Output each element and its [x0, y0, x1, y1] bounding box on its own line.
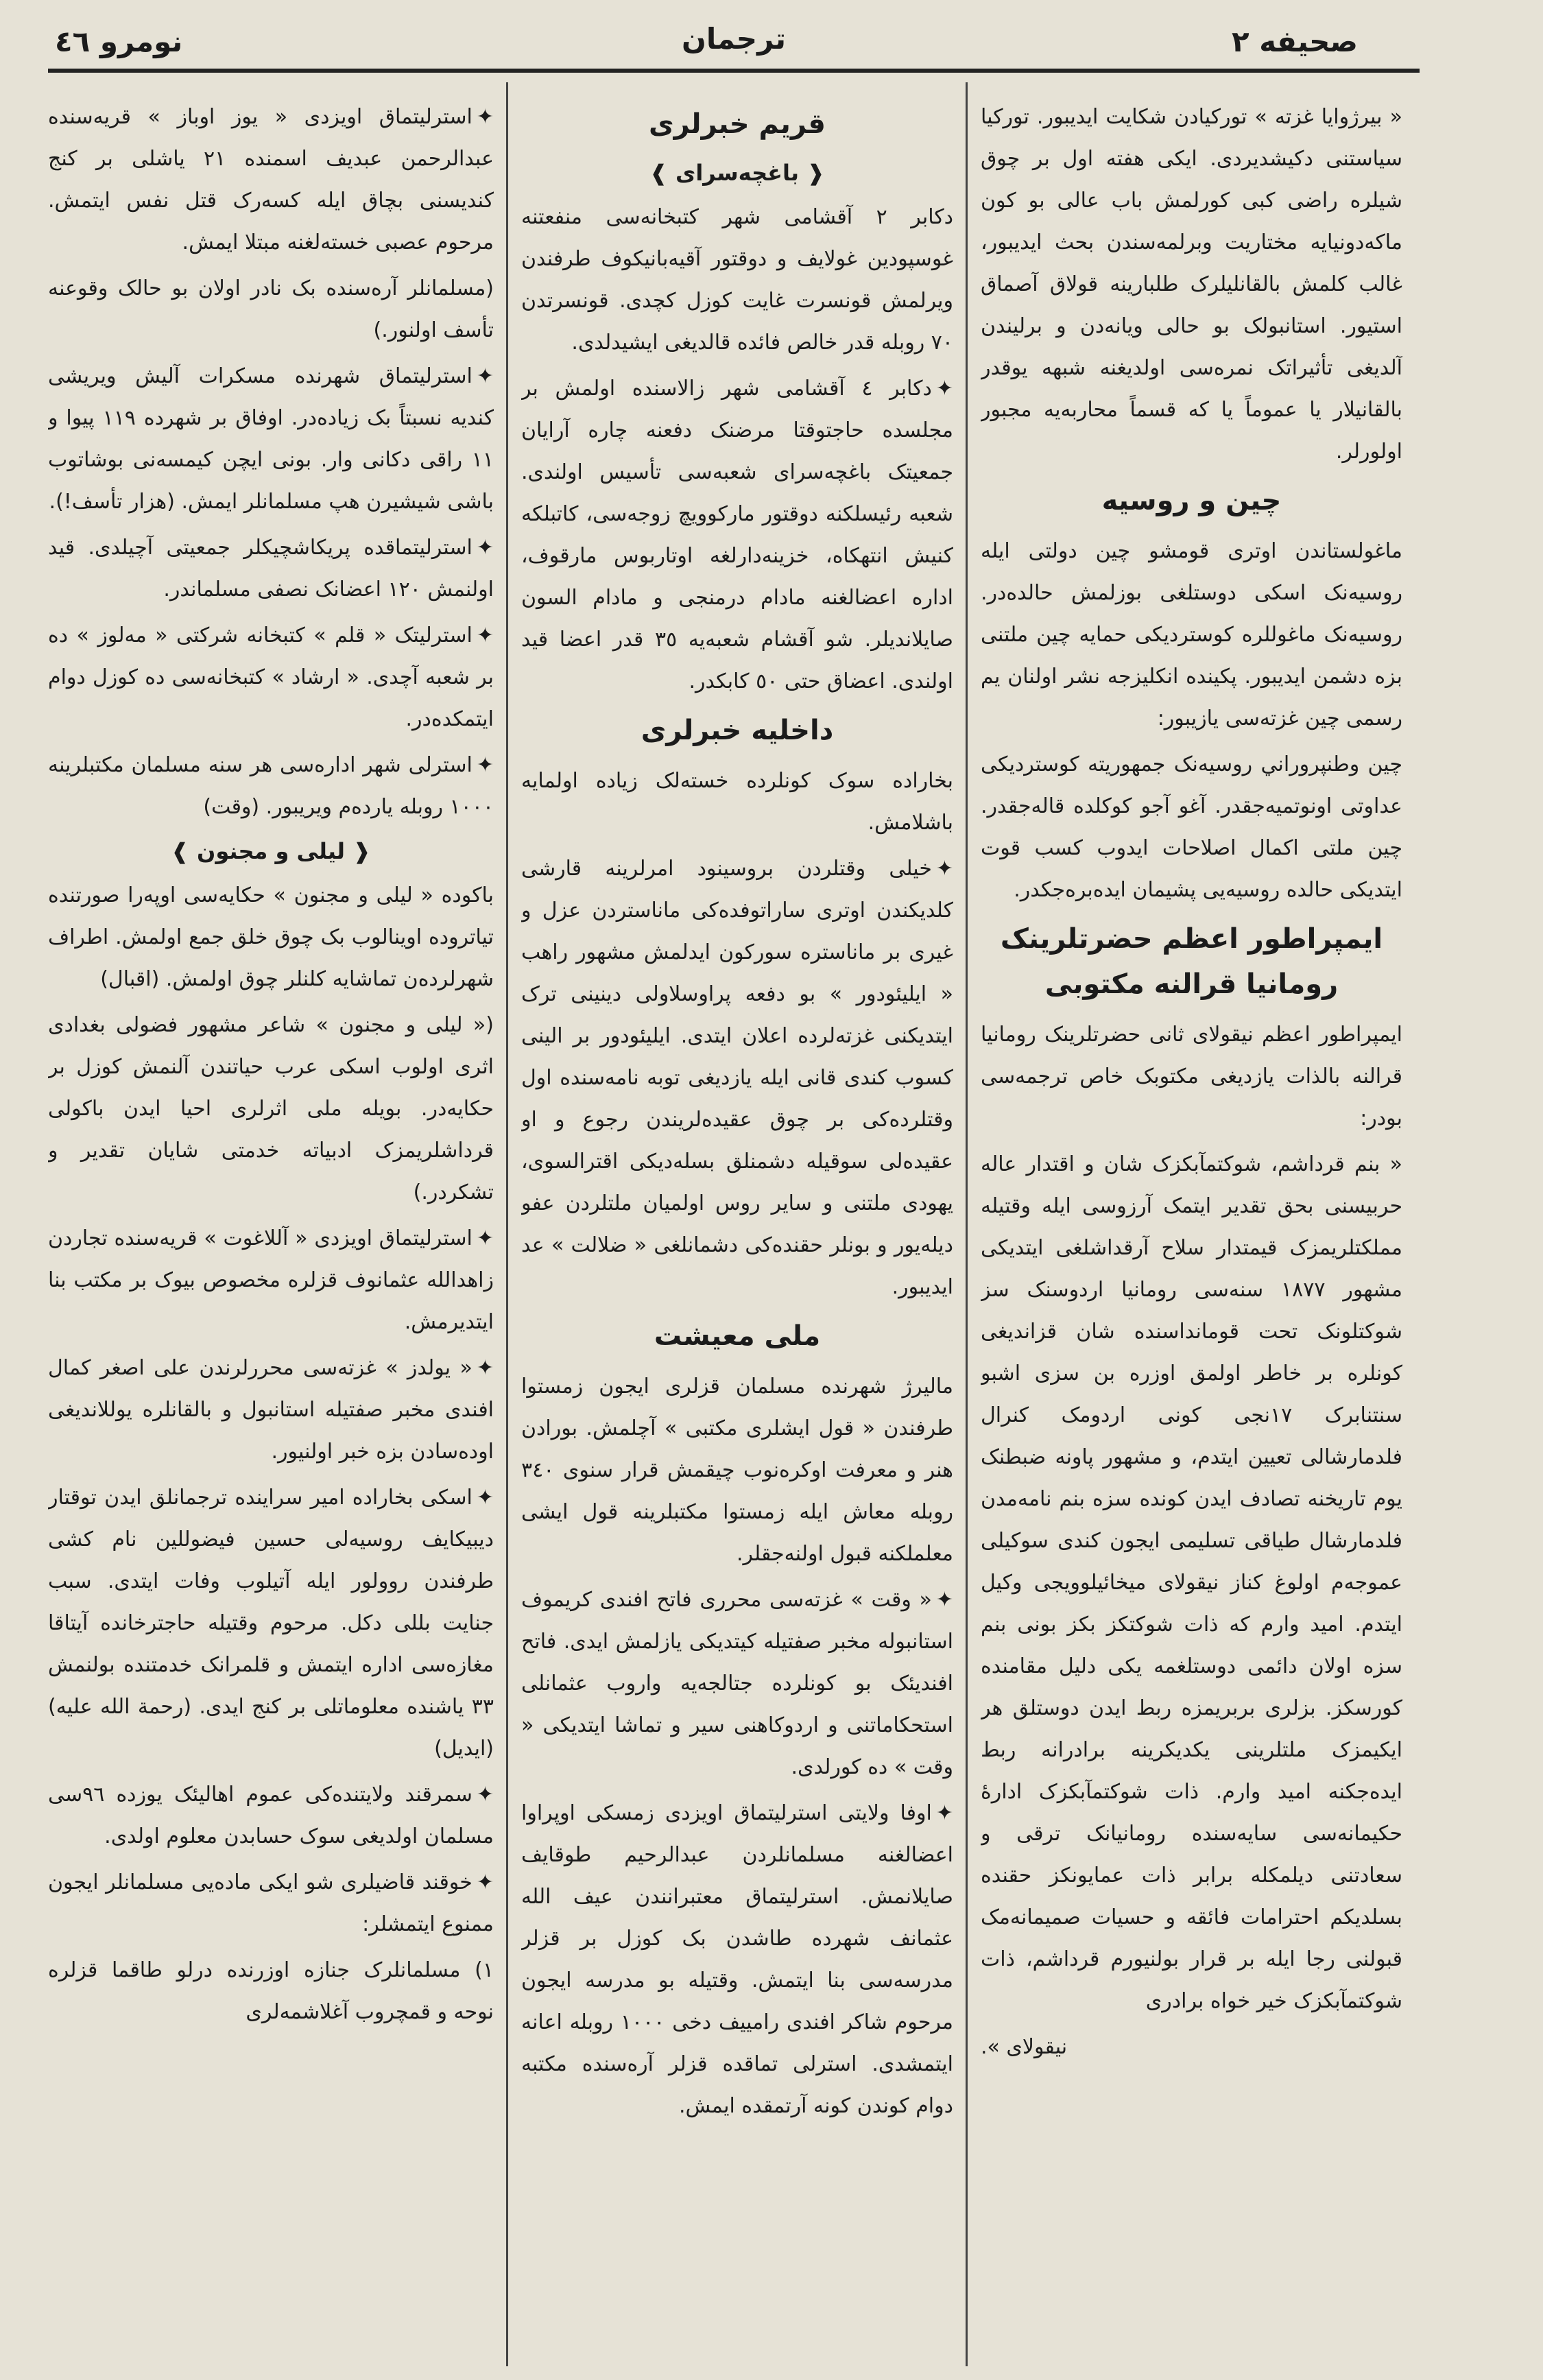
- domestic-news-headline: داخليه خبرلری: [641, 715, 834, 746]
- left-paragraph-12: ١) مسلمانلرک جنازه اوزرنده درلو طاقما قزلره نوحه و قمچروب آغلاشمه‌لری: [48, 1958, 494, 2024]
- domestic-paragraph-1: بخاراده سوک کونلرده خسته‌لک زياده اولمايه باشلامش.: [521, 769, 953, 835]
- star-icon: ✦: [476, 1783, 494, 1807]
- page-number: صحيفه ٢: [1232, 25, 1358, 58]
- emperor-letter-headline: ايمپراطور اعظم حضرتلرينک رومانيا قرالنه مکتوبی: [1000, 923, 1383, 1000]
- bakhchesaray-subhead: ❰ باغچه‌سرای ❱: [649, 160, 825, 186]
- newspaper-title: ترجمان: [682, 22, 786, 56]
- column-divider-right: [966, 82, 968, 2366]
- star-icon: ✦: [476, 1226, 494, 1250]
- star-icon: ✦: [476, 753, 494, 777]
- bakhchesaray-paragraph-2: [521, 368, 953, 702]
- layla-paragraph-2: (« ليلی و مجنون » شاعر مشهور فضولی بغدادی اثری اولوب اسکی عرب حياتندن آلنمش کوزل بر حکايه‌در. بويله ملی اثرلری احيا ايدن باکولی قرداشلريمزک ادبياته خدمتی شايان تقدير و تشکردر.): [48, 1013, 494, 1204]
- domestic-paragraph-2: [521, 848, 953, 1308]
- left-paragraph-10-text: سمرقند ولايتنده‌کی عموم اهاليئک يوزده ٩٦سی مسلمان اولديغی سوک حسابدن معلوم اولدی.: [48, 1783, 494, 1848]
- issue-number: نومرو ٤٦: [55, 25, 183, 58]
- column-divider-left: [506, 82, 508, 2366]
- turkey-intro-paragraph: « بيرژوايا غزته » تورکيادن شکايت ايديبور. تورکيا سياستنی دکيشديردی. ايکی هفته اول بر چوق شيلره راضی کبی کورلمش باب عالی بو کون ماکه‌دونيايه مختاريت وبرلمه‌سندن بحث ايديبور، غالب کلمش بالقانليلرک طلبارينه قولاق آصماق استيور. استانبولک بو حالی ويانه‌دن و برليندن آلديغی تأثيراتک نمره‌سی اولديغنه شبهه يوقدر بالقانيلار يا عموماً يا که قسماً محاربه‌يه مجبور اولورلر.: [981, 105, 1402, 464]
- star-icon: ✦: [476, 364, 494, 388]
- china-russia-paragraph-1: ماغولستاندن اوتری قومشو چين دولتی ايله روسيه‌نک اسکی دوستلغی بوزلمش حالده‌در. روسيه‌نک ماغوللره کوستردیکی حمايه چين ملتنی بزه دشمن ايديبور. پکينده انکليزجه نشر اولنان يم رسمی چين غزته‌سی يازيبور:: [981, 539, 1402, 730]
- column-left: [48, 96, 494, 2359]
- emperor-letter-paragraph-1: ايمپراطور اعظم نيقولای ثانی حضرتلرينک رومانيا قرالنه بالذات يازديغی مکتوبک خاص ترجمه‌سی بودر:: [981, 1023, 1402, 1130]
- china-russia-headline: چين و روسيه: [1101, 485, 1282, 516]
- left-paragraph-11: [48, 1861, 494, 1945]
- layla-majnun-title: ليلی و مجنون: [197, 838, 345, 864]
- crimea-news-headline: قريم خبرلری: [649, 108, 826, 140]
- column-middle: [521, 96, 953, 2359]
- left-paragraph-3: [48, 355, 494, 523]
- star-icon: ✦: [476, 536, 494, 560]
- left-paragraph-5-text: استرليتک « قلم » کتبخانه شرکتی « مه‌لوز » ده بر شعبه آچدی. « ارشاد » کتبخانه‌سی ده کوزل دوام ايتمکده‌در.: [48, 623, 494, 731]
- header-rule: [48, 69, 1420, 73]
- left-paragraph-1-text: استرليتماق اويزدی « يوز اوباز » قريه‌سنده عبدالرحمن عبديف اسمنده ٢١ ياشلی بر کنج کنديسنی بچاق ايله کسه‌رک قتل نفس ايتمش. مرحوم عصبی خسته‌لغنه مبتلا ايمش.: [48, 105, 494, 254]
- star-icon: ✦: [935, 1801, 953, 1825]
- star-icon: ✦: [476, 105, 494, 129]
- left-paragraph-6-text: استرلی شهر اداره‌سی هر سنه مسلمان مکتبلرينه ١٠٠٠ روبله يارده‌م ويريبور. (وقت): [48, 753, 494, 819]
- left-paragraph-10: [48, 1774, 494, 1857]
- star-icon: ✦: [935, 857, 953, 881]
- page-header: [48, 19, 1420, 67]
- left-paragraph-5: [48, 615, 494, 740]
- left-paragraph-2: (مسلمانلر آره‌سنده بک نادر اولان بو حالک وقوعنه تأسف اولنور.): [48, 276, 494, 342]
- left-paragraph-6: [48, 744, 494, 828]
- star-icon: ✦: [935, 1588, 953, 1612]
- economy-paragraph-2-text: « وقت » غزته‌سی محرری فاتح افندی کريموف استانبوله مخبر صفتيله کيتدیکی يازلمش ايدی. فاتح افنديئک بو کونلرده جتالجه‌يه واروب عثمانلی استحکاماتنی و اردوکاهنی سير و تماشا ايتدیکی « وقت » ده کورلدی.: [521, 1588, 953, 1779]
- left-paragraph-7-text: استرليتماق اويزدی « آللاغوت » قريه‌سنده تجاردن زاهدالله عثمانوف قزلره مخصوص بيوک بر مکتب بنا ايتديرمش.: [48, 1226, 494, 1334]
- economy-paragraph-3-text: اوفا ولايتی استرليتماق اويزدی زمسکی اوپراوا اعضالغنه مسلمانلردن عبدالرحيم طوقايف صايلانمش. استرليتماق معتبرانندن عيف الله عثمانف شهرده طاشدن بک کوزل بر قزلر مدرسه‌سی بنا ايتمش. وقتيله بو مدرسه ايجون مرحوم شاکر افندی رامييف دخی ١٠٠٠ روبله اعانه ايتمشدی. استرلی تماقده قزلر آره‌سنده مکتبه دوام کوندن کونه آرتمقده ايمش.: [521, 1801, 953, 2118]
- emperor-letter-signature: نيقولای ».: [981, 2035, 1068, 2059]
- left-paragraph-9-text: اسکی بخاراده امير سراينده ترجمانلق ايدن توقتار ديبيکايف روسيه‌لی حسين فيضوللين نام کشی طرفندن روولور ايله آتيلوب وفات ايتدی. سبب جنايت بللی دکل. مرحوم وقتيله حاجترخانده آيتاقا مغازه‌سی اداره ايتمش و قلمرانک خدمتنده بولنمش ٣٣ ياشنده معلوماتلی بر کنج ايدی. (رحمة الله عليه) (ايديل): [48, 1486, 494, 1761]
- left-paragraph-4: [48, 527, 494, 610]
- left-paragraph-7: [48, 1217, 494, 1343]
- star-icon: ✦: [476, 1870, 494, 1894]
- bakhchesaray-paragraph-1: دکابر ٢ آقشامی شهر کتبخانه‌سی منفعتنه غوسپودين غولايف و دوقتور آقيه‌بانيکوف طرفندن ويرلمش قونسرت غايت کوزل کچدی. قونسرتدن ٧٠ روبله قدر خالص فائده قالديغی ايشيدلدی.: [521, 205, 953, 355]
- star-icon: ✦: [935, 377, 953, 401]
- bakhchesaray-paragraph-2-text: دکابر ٤ آقشامی شهر زالاسنده اولمش بر مجلسده حاجتوقتا مرضنک دفعنه چاره آرايان جمعيتک باغچه‌سرای شعبه‌سی تأسيس اولندی. شعبه رئيسلکنه دوقتور مارکوويچ زوجه‌سی، کاتبلکه کنيش انتهکاه، خزينه‌دارلغه اوتاربوس مارقوف، اداره اعضالغنه مادام درمنجی و مادام السون صايلاندیلر. شو آقشام شعبه‌يه ٣٥ قدر اعضا قيد اولندی. اعضاق حتی ٥٠ کابکدر.: [521, 377, 953, 693]
- emperor-letter-paragraph-2: « بنم قرداشم، شوکتمآبکزک شان و اقتدار عاله حربيسنی بحق تقدير ايتمک آرزوسی ايله وقتيله مملکتلريمزک قيمتدار سلاح آرقداشلغی ايتدیکی مشهور ١٨٧٧ سنه‌سی رومانيا اردوسنک سز شوکتلونک تحت قوماندا‌سنده شان قزانديغی کونلره بر خاطر اولمق اوزره بن سزی اشبو سنتنابرک ١٧نجی کونی اردومک کنرال فلدمارشالی تعيين ايتدم، و مشهور پاونه ضبطنک يوم تاريخنه تصادف ايدن کونده سزه بنم نامه‌مدن فلدمارشال طياقی تسليمی ايجون کندی سوکيلی عموجه‌م اولوغ کناز نيقولای ميخائيلوويجی وکيل ايتدم. اميد وارم که ذات شوکتکز بکز بونی بنم سزه اولان دائمی دوستلغمه يکی دليل مقامنده کورسکز. بزلری بربريمزه ربط ايدن دوستلق هر ايکيمزک ملتلرينی يکديکرينه برادرانه ربط ايده‌جکنه اميد وارم. ذات شوکتمآبکزک ادارهٔ حکيمانه‌سی سايه‌سنده رومانيانک ترقی و سعادتنی ديلمکله برابر ذات عمايونکز حقنده بسلديکم احترامات فائقه و حسيات صميمانه‌مک قبولنی رجا ايله بر قرار بولنيورم قرداشم، ذات شوکتمآبکزک خير خواه برادری: [981, 1152, 1402, 2013]
- left-paragraph-1: [48, 96, 494, 263]
- economy-paragraph-1: ماليرژ شهرنده مسلمان قزلری ايجون زمستوا طرفندن « قول ايشلری مکتبی » آچلمش. بورادن هنر و معرفت اوکره‌نوب چيقمش قرار سنوی ٣٤٠ روبله معاش ايله زمستوا مکتبلرينه قول ايشی معلملکنه قبول اولنه‌جقلر.: [521, 1375, 953, 1566]
- left-paragraph-8-text: « يولدز » غزته‌سی محررلرندن علی اصغر کمال افندی مخبر صفتيله استانبول و بالقانلره يوللانديغی اوده‌سادن بزه خبر اولنيور.: [48, 1356, 494, 1464]
- star-icon: ✦: [476, 1486, 494, 1510]
- left-paragraph-4-text: استرليتماقده پريکاشچيکلر جمعيتی آچيلدی. قيد اولنمش ١٢٠ اعضانک نصفی مسلماندر.: [48, 536, 494, 602]
- economy-paragraph-3: [521, 1792, 953, 2127]
- layla-paragraph-1: باکوده « ليلی و مجنون » حکايه‌سی اوپه‌را صورتنده تياتروده اوينالوب بک چوق خلق جمع اولمش. اطراف شهرلرده‌ن تماشايه کلنلر چوق اولمش. (اقبال): [48, 883, 494, 991]
- left-paragraph-11-text: خوقند قاضيلری شو ايکی ماده‌يی مسلمانلر ايجون ممنوع ايتمشلر:: [48, 1870, 494, 1936]
- left-paragraph-3-text: استرليتماق شهرنده مسکرات آليش ويريشی کنديه نسبتاً بک زياده‌در. اوفاق بر شهرده ١١٩ پيوا و ١١ راقی دکانی وار. بونی ايچن کيمسه‌نی بوشاتوب باشی شيشيرن هپ مسلمانلر ايمش. (هزار تأسف!).: [48, 364, 494, 514]
- layla-majnun-subhead: ❰ ليلی و مجنون ❱: [171, 838, 371, 864]
- bakhchesaray-label: باغچه‌سرای: [675, 160, 800, 186]
- left-paragraph-9: [48, 1477, 494, 1770]
- national-economy-headline: ملی معيشت: [654, 1320, 821, 1352]
- star-icon: ✦: [476, 623, 494, 647]
- china-russia-paragraph-2: چين وطنپروراني روسيه‌نک جمهوريته کوستردیکی عداوتی اونوتميه‌جقدر. آغو آجو کوکلده قاله‌جقدر. چين ملتی اکمال اصلاحات ايدوب کسب قوت ايتدیکی حالده روسيه‌يی پشيمان ايده‌بره‌جکدر.: [981, 752, 1402, 902]
- column-right: [981, 96, 1402, 2359]
- domestic-paragraph-2-text: خيلی وقتلردن بروسينود امرلرينه قارشی کلديکندن اوتری ساراتوفده‌کی ماناستردن عزل و غيری بر ماناستره سورکون ايدلمش مشهور راهب « ايليئودور » بو دفعه پراوسلاولی دينينی ترک ايتدیکنی غزته‌لرده اعلان ايتدی. ايليئودور بر الينی کسوب کندی قانی ايله يازديغی توبه نامه‌سنده اول وقتلرده‌کی بر چوق عقيده‌لريندن رجوع و او عقيده‌لی سوقيله دشمنلق بسله‌دیکی اقترالسوی، يهودی ملتنی و ساير روس اولميان ملتلردن عفو ديله‌يور و بونلر حقنده‌کی دشمانلغی « ضلالت » عد ايديبور.: [521, 857, 953, 1299]
- star-icon: ✦: [476, 1356, 494, 1380]
- left-paragraph-8: [48, 1347, 494, 1473]
- economy-paragraph-2: [521, 1579, 953, 1788]
